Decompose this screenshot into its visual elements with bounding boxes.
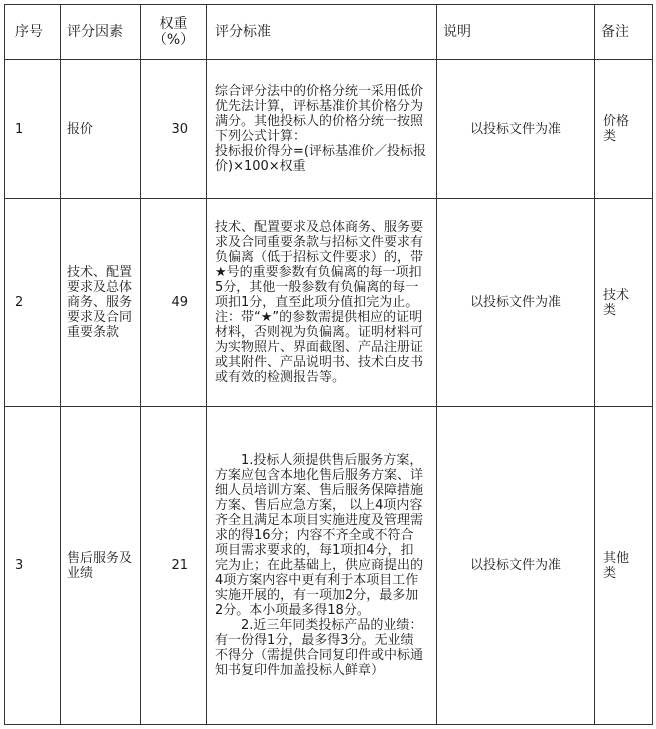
header-seq: 序号 <box>5 5 61 60</box>
scoring-table <box>4 4 653 725</box>
table-row <box>5 199 653 407</box>
row-remark: 价格类 <box>595 60 653 199</box>
row-standard <box>207 60 437 199</box>
header-weight <box>141 5 207 60</box>
row-standard <box>207 407 437 725</box>
row-factor: 报价 <box>61 60 141 199</box>
standard-item-1: 1.投标人须提供售后服务方案，方案应包含本地化售后服务方案、详细人员培训方案、售后服务保障措施方案、售后应急方案， 以上4项内容齐全且满足本项目实施进度及管理需求的得16分；内容不齐全或不符合项目需求要求的，每1项扣4分，扣完为止；在此基础上，供应商提出的4项方案内容中更有利于本项目工作实施开展的，有一项加2分，最多加2分。本小项最多得18分。 <box>215 453 424 618</box>
header-standard: 评分标准 <box>207 5 437 60</box>
row-seq: 2 <box>5 199 61 407</box>
row-note: 以投标文件为准 <box>437 199 595 407</box>
header-row <box>5 5 653 60</box>
row-factor: 技术、配置要求及总体商务、服务要求及合同重要条款 <box>61 199 141 407</box>
row-seq: 3 <box>5 407 61 725</box>
header-note: 说明 <box>437 5 595 60</box>
row-remark: 技术类 <box>595 199 653 407</box>
row-weight: 21 <box>141 407 207 725</box>
standard-paragraph: 技术、配置要求及总体商务、服务要求及合同重要条款与招标文件要求有负偏离（低于招标文件要求）的，带★号的重要参数有负偏离的每一项扣5分，其他一般参数有负偏离的每一项扣1分，直至此项分值扣完为止。注：带“★”的参数需提供相应的证明材料，否则视为负偏离。证明材料可为实物照片、界面截图、产品注册证或其附件、产品说明书、技术白皮书或有效的检测报告等。 <box>215 220 424 385</box>
header-weight-line1: 权重 <box>159 16 188 32</box>
standard-item-2: 2.近三年同类投标产品的业绩：有一份得1分，最多得3分。无业绩不得分（需提供合同复印件或中标通知书复印件加盖投标人鲜章） <box>215 618 424 678</box>
standard-formula: 投标报价得分=(评标基准价／投标报价)×100×权重 <box>215 144 426 174</box>
row-seq: 1 <box>5 60 61 199</box>
row-note: 以投标文件为准 <box>437 407 595 725</box>
header-weight-line2: （%） <box>152 32 195 48</box>
row-note: 以投标文件为准 <box>437 60 595 199</box>
header-remark: 备注 <box>595 5 653 60</box>
header-factor: 评分因素 <box>61 5 141 60</box>
row-standard <box>207 199 437 407</box>
row-weight: 49 <box>141 199 207 407</box>
table-row <box>5 407 653 725</box>
row-weight: 30 <box>141 60 207 199</box>
standard-paragraph: 综合评分法中的价格分统一采用低价优先法计算，评标基准价其价格分为满分。其他投标人的价格分统一按照下列公式计算： <box>215 84 424 144</box>
row-remark: 其他类 <box>595 407 653 725</box>
row-factor: 售后服务及业绩 <box>61 407 141 725</box>
table-row <box>5 60 653 199</box>
